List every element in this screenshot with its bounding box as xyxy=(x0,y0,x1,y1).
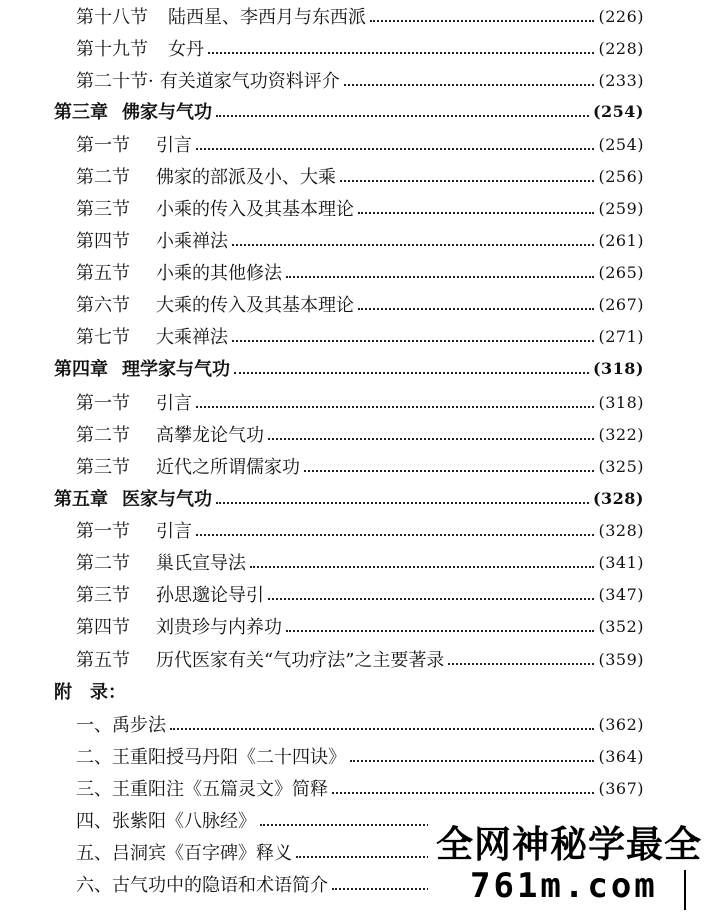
entry-title: 刘贵珍与内养功 xyxy=(156,617,282,638)
page-number: (362) xyxy=(598,714,644,734)
dot-leader xyxy=(232,244,594,246)
page-number: (261) xyxy=(598,230,644,250)
dot-leader xyxy=(268,438,594,440)
dot-leader xyxy=(350,760,594,762)
watermark xyxy=(428,808,724,916)
entry-title: 张紫阳《八脉经》 xyxy=(112,811,256,832)
chapter-number: 第五章 xyxy=(54,489,108,510)
entry-title: 高攀龙论气功 xyxy=(156,425,264,446)
page-number: (367) xyxy=(598,778,644,798)
section-number: 第十九节 xyxy=(76,39,148,60)
entry-title: 小乘禅法 xyxy=(156,231,228,252)
toc-entry xyxy=(76,710,644,738)
entry-title: 佛家的部派及小、大乘 xyxy=(156,167,336,188)
toc-entry xyxy=(76,548,644,576)
toc-entry xyxy=(76,420,644,448)
dot-leader xyxy=(286,630,594,632)
dot-leader xyxy=(304,470,594,472)
appendix-number: 三、 xyxy=(76,779,112,800)
section-number: 第五节 xyxy=(76,650,130,671)
chapter-title: 理学家与气功 xyxy=(122,359,230,380)
entry-title: 女丹 xyxy=(168,39,204,60)
dot-leader xyxy=(234,372,589,374)
entry-title: 大乘的传入及其基本理论 xyxy=(156,295,354,316)
section-number: 第十八节 xyxy=(76,7,148,28)
dot-leader xyxy=(196,534,594,536)
toc-entry xyxy=(76,290,644,318)
entry-title: 引言 xyxy=(156,521,192,542)
toc-entry xyxy=(76,34,644,62)
toc-entry xyxy=(76,2,644,30)
chapter-title: 佛家与气功 xyxy=(122,102,212,123)
toc-entry xyxy=(76,774,644,802)
page-number: (226) xyxy=(598,6,644,26)
page-number: (267) xyxy=(598,294,644,314)
chapter-number: 第四章 xyxy=(54,359,108,380)
appendix-number: 六、 xyxy=(76,875,112,896)
toc-entry xyxy=(76,66,644,94)
dot-leader xyxy=(358,212,594,214)
section-number: 第一节 xyxy=(76,521,130,542)
toc-entry xyxy=(76,645,644,673)
section-number: 第二节 xyxy=(76,425,130,446)
dot-leader xyxy=(216,115,589,117)
toc-entry xyxy=(76,194,644,222)
entry-title: 孙思邈论导引 xyxy=(156,585,264,606)
appendix-number: 一、 xyxy=(76,715,112,736)
appendix-label: 附 录： xyxy=(54,682,126,703)
dot-leader xyxy=(170,728,594,730)
appendix-number: 二、 xyxy=(76,747,112,768)
entry-title: 引言 xyxy=(156,135,192,156)
dot-leader xyxy=(286,276,594,278)
page-number: (254) xyxy=(598,134,644,154)
toc-entry xyxy=(76,388,644,416)
entry-title: 王重阳注《五篇灵文》简释 xyxy=(112,779,328,800)
toc-entry xyxy=(76,452,644,480)
toc-entry xyxy=(76,162,644,190)
dot-leader xyxy=(370,20,594,22)
page-number: (325) xyxy=(598,456,644,476)
dot-leader xyxy=(196,406,594,408)
section-number: 第一节 xyxy=(76,135,130,156)
entry-title: 引言 xyxy=(156,393,192,414)
page-number: (233) xyxy=(598,70,644,90)
appendix-number: 四、 xyxy=(76,811,112,832)
entry-title: 禹步法 xyxy=(112,715,166,736)
page-number: (318) xyxy=(598,392,644,412)
section-number: 第二十节· xyxy=(76,71,154,92)
entry-title: 近代之所谓儒家功 xyxy=(156,457,300,478)
section-number: 第七节 xyxy=(76,327,130,348)
entry-title: 有关道家气功资料评介 xyxy=(159,71,340,92)
appendix-number: 五、 xyxy=(76,843,112,864)
page-number: (322) xyxy=(598,424,644,444)
toc-chapter xyxy=(54,97,644,125)
page-number: (265) xyxy=(598,262,644,282)
section-number: 第四节 xyxy=(76,231,130,252)
watermark-divider xyxy=(684,870,686,910)
dot-leader xyxy=(250,566,594,568)
entry-title: 巢氏宣导法 xyxy=(156,553,246,574)
page-number: (341) xyxy=(598,552,644,572)
chapter-number: 第三章 xyxy=(54,102,108,123)
toc-entry xyxy=(76,612,644,640)
dot-leader xyxy=(196,148,594,150)
watermark-url: 761m.com xyxy=(470,866,658,906)
toc-entry xyxy=(76,322,644,350)
page-number: (364) xyxy=(598,746,644,766)
page-number: (347) xyxy=(598,584,644,604)
page-number: (359) xyxy=(598,649,644,669)
section-number: 第二节 xyxy=(76,167,130,188)
toc-appendix-heading xyxy=(54,677,354,705)
dot-leader xyxy=(232,340,594,342)
toc-chapter xyxy=(54,354,644,382)
section-number: 第五节 xyxy=(76,263,130,284)
section-number: 第四节 xyxy=(76,617,130,638)
toc-entry xyxy=(76,742,644,770)
toc-chapter xyxy=(54,484,644,512)
section-number: 第二节 xyxy=(76,553,130,574)
toc-entry xyxy=(76,130,644,158)
page-number: (271) xyxy=(598,326,644,346)
dot-leader xyxy=(268,598,594,600)
toc-entry xyxy=(76,580,644,608)
dot-leader xyxy=(216,502,589,504)
dot-leader xyxy=(448,663,594,665)
section-number: 第六节 xyxy=(76,295,130,316)
page-number: (318) xyxy=(592,358,644,378)
dot-leader xyxy=(358,308,594,310)
entry-title: 王重阳授马丹阳《二十四诀》 xyxy=(112,747,346,768)
page-number: (256) xyxy=(598,166,644,186)
page-number: (254) xyxy=(592,101,644,121)
chapter-title: 医家与气功 xyxy=(122,489,212,510)
entry-title: 陆西星、李西月与东西派 xyxy=(168,7,366,28)
dot-leader xyxy=(340,180,594,182)
page-number: (228) xyxy=(598,38,644,58)
section-number: 第三节 xyxy=(76,457,130,478)
entry-title: 大乘禅法 xyxy=(156,327,228,348)
section-number: 第一节 xyxy=(76,393,130,414)
entry-title: 小乘的传入及其基本理论 xyxy=(156,199,354,220)
page-number: (352) xyxy=(598,616,644,636)
dot-leader xyxy=(344,84,595,86)
page-number: (328) xyxy=(592,488,644,508)
section-number: 第三节 xyxy=(76,585,130,606)
page-number: (328) xyxy=(598,520,644,540)
watermark-text: 全网神秘学最全 xyxy=(436,823,702,866)
toc-entry xyxy=(76,226,644,254)
toc-entry xyxy=(76,258,644,286)
dot-leader xyxy=(208,52,594,54)
entry-title: 小乘的其他修法 xyxy=(156,263,282,284)
page-number: (259) xyxy=(598,198,644,218)
entry-title: 吕洞宾《百字碑》释义 xyxy=(112,843,292,864)
entry-title: 古气功中的隐语和术语简介 xyxy=(112,875,328,896)
entry-title: 历代医家有关“气功疗法”之主要著录 xyxy=(156,650,445,671)
toc-entry xyxy=(76,516,644,544)
section-number: 第三节 xyxy=(76,199,130,220)
dot-leader xyxy=(332,792,594,794)
